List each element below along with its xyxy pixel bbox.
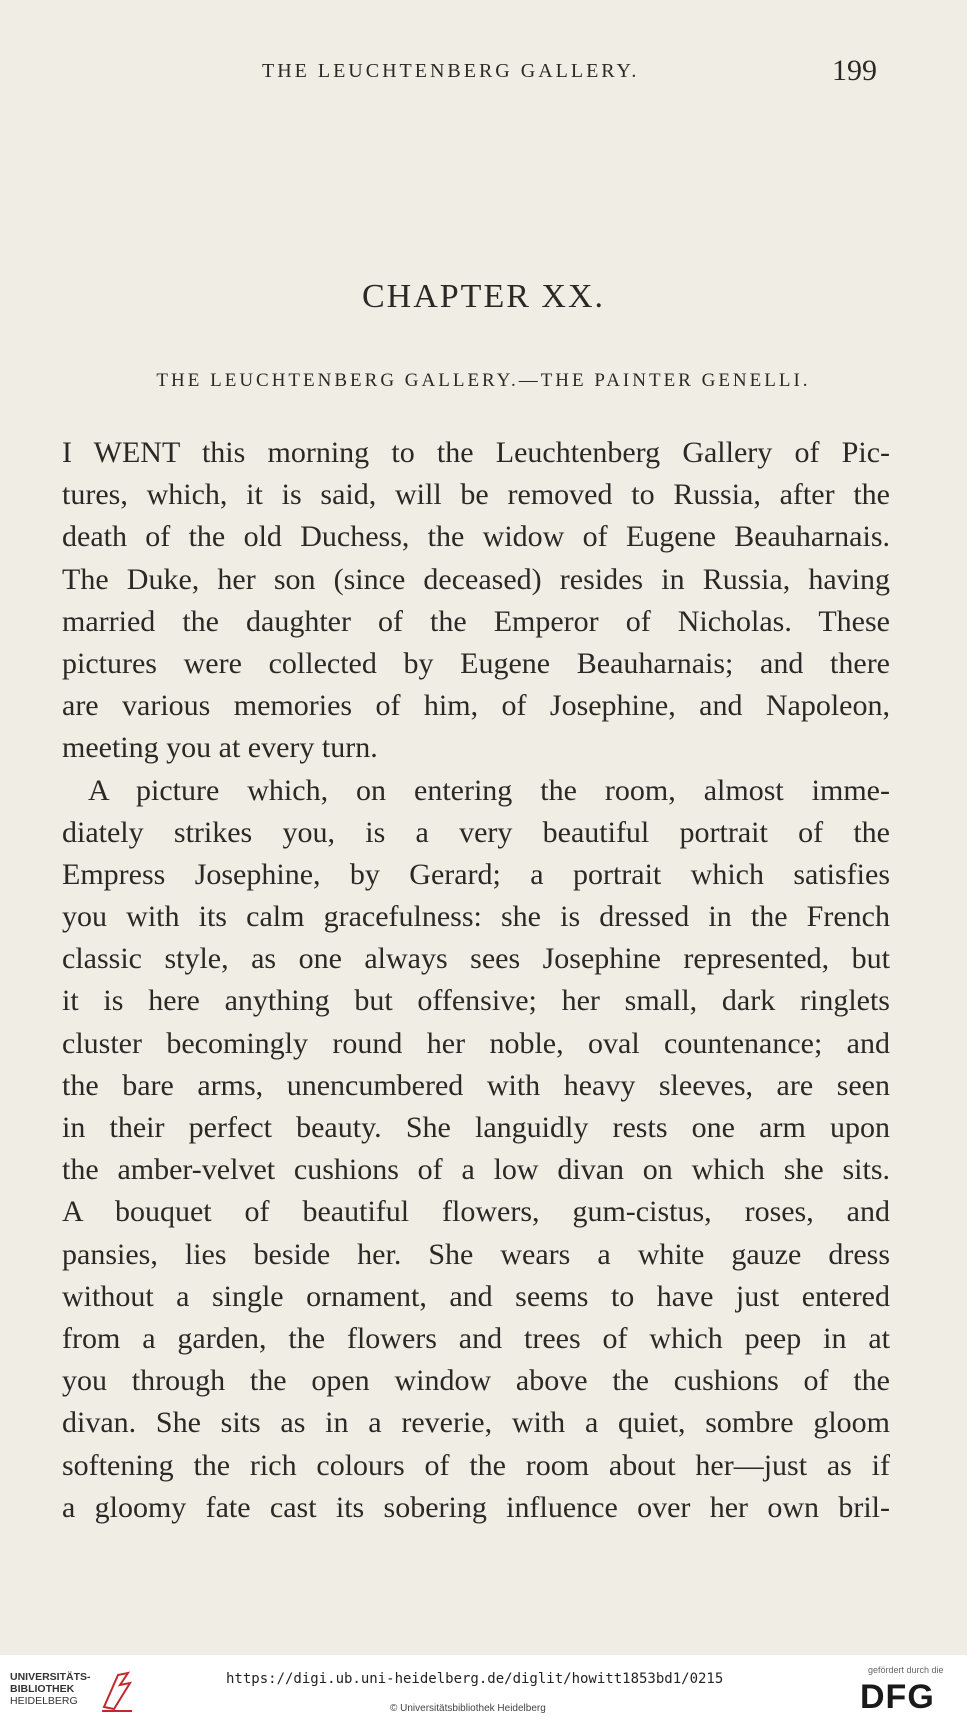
text-line: from a garden, the flowers and trees of which peep in at <box>62 1321 890 1355</box>
library-logo-text: UNIVERSITÄTS- BIBLIOTHEK HEIDELBERG <box>10 1671 91 1707</box>
footer-bar <box>0 1655 967 1725</box>
text-line: The Duke, her son (since deceased) resides in Russia, having <box>62 562 890 596</box>
text-line: tures, which, it is said, will be removed to Russia, after the <box>62 478 890 512</box>
copyright-text: © Universitätsbibliothek Heidelberg <box>390 1703 546 1714</box>
text-line: you with its calm gracefulness: she is dressed in the French <box>62 900 890 934</box>
text-line: pictures were collected by Eugene Beauharnais; and there <box>62 646 890 680</box>
text-line: Empress Josephine, by Gerard; a portrait which satisfies <box>62 857 890 891</box>
text-line: I WENT this morning to the Leuchtenberg Gallery of Pic- <box>62 436 890 469</box>
text-line: are various memories of him, of Josephine, and Napoleon, <box>62 689 890 723</box>
text-line: death of the old Duchess, the widow of Eugene Beauharnais. <box>62 520 890 554</box>
text-line: pansies, lies beside her. She wears a white gauze dress <box>62 1237 890 1271</box>
dfg-logo: DFG <box>860 1678 935 1716</box>
text-line: cluster becomingly round her noble, oval countenance; and <box>62 1026 890 1060</box>
text-line: meeting you at every turn. <box>62 731 378 765</box>
text-line: A picture which, on entering the room, almost imme- <box>88 773 890 807</box>
permalink-url[interactable]: https://digi.ub.uni-heidelberg.de/diglit/howitt1853bd1/0215 <box>226 1671 724 1687</box>
chapter-heading: CHAPTER XX. <box>361 278 606 315</box>
running-head-title: THE LEUCHTENBERG GALLERY. <box>262 60 640 82</box>
text-line: without a single ornament, and seems to have just entered <box>62 1279 890 1313</box>
text-line: softening the rich colours of the room about her—just as if <box>62 1448 890 1482</box>
text-line: classic style, as one always sees Josephine represented, but <box>62 942 890 976</box>
text-line: a gloomy fate cast its sobering influence over her own bril- <box>62 1490 890 1524</box>
body-text <box>62 432 890 1529</box>
running-head <box>0 54 967 88</box>
text-line: you through the open window above the cushions of the <box>62 1364 890 1398</box>
text-line: A bouquet of beautiful flowers, gum-cistus, roses, and <box>62 1195 890 1229</box>
text-line: divan. She sits as in a reverie, with a quiet, sombre gloom <box>62 1406 890 1440</box>
text-line: diately strikes you, is a very beautiful portrait of the <box>62 815 890 849</box>
text-line: married the daughter of the Emperor of Nicholas. These <box>62 604 890 638</box>
text-line: the bare arms, unencumbered with heavy sleeves, are seen <box>62 1068 890 1102</box>
text-line: the amber-velvet cushions of a low divan on which she sits. <box>62 1153 890 1187</box>
chapter-subtitle: THE LEUCHTENBERG GALLERY.—THE PAINTER GENELLI. <box>156 370 811 391</box>
page-number: 199 <box>832 54 877 87</box>
text-line: in their perfect beauty. She languidly rests one arm upon <box>62 1111 890 1144</box>
library-logo-icon <box>100 1667 134 1713</box>
funded-by-text: gefördert durch die <box>868 1665 944 1675</box>
text-line: it is here anything but offensive; her small, dark ringlets <box>62 984 890 1018</box>
